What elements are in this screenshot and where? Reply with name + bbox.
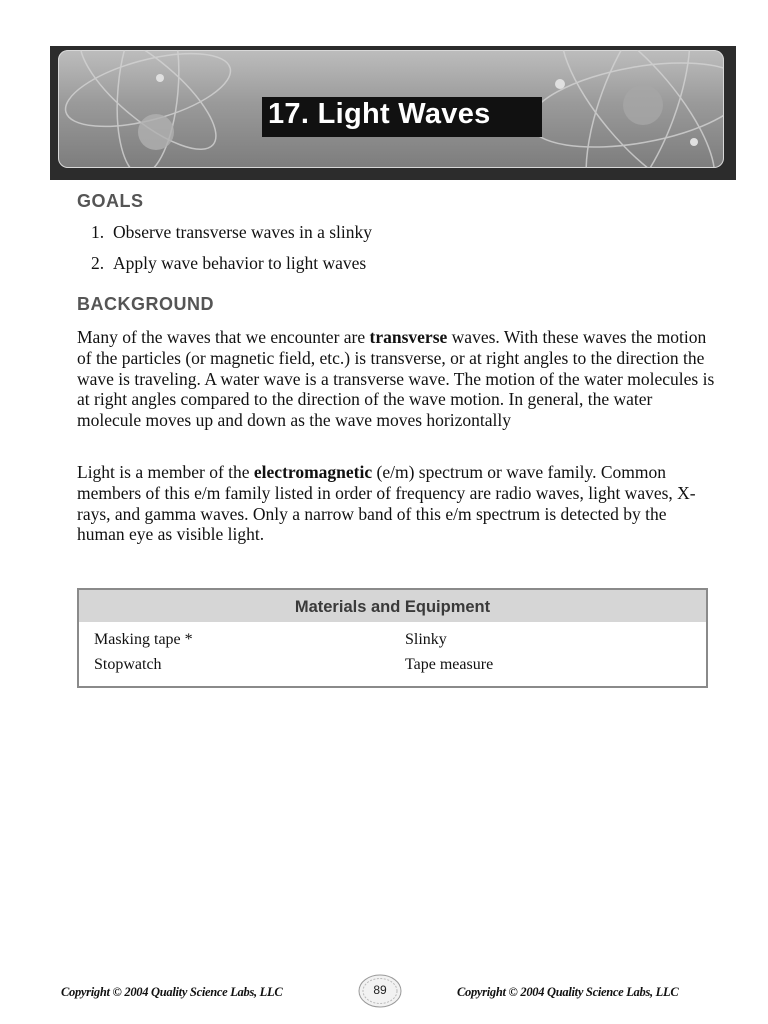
material-item: Slinky [405,631,447,648]
paragraph-text: Light is a member of the [77,462,254,482]
goal-number: 1. [91,222,105,242]
goal-item-1 [91,222,372,243]
material-item: Masking tape * [94,631,193,648]
header-banner [50,46,736,180]
page-title: 17. Light Waves [268,98,491,130]
term-transverse: transverse [369,327,448,347]
materials-table [77,588,708,688]
goal-text: Observe transverse waves in a slinky [113,222,373,242]
goal-item-2 [91,253,366,274]
paragraph-text: Many of the waves that we encounter are [77,327,370,347]
title-box [262,97,542,137]
footer-copyright-left: Copyright © 2004 Quality Science Labs, LLC [61,985,283,999]
paragraph-text: (e/m) spectrum or wave family. Common members of this e/m family listed in order of frequency are radio waves, light waves, X-rays, and gamma waves. Only a narrow band of this e/m spectrum is detected by the human eye as visible light. [77,462,696,545]
paragraph-text: waves. With these waves the motion of the particles (or magnetic field, etc.) is transverse, or at right angles to the direction the wave is traveling. A water wave is a transverse wave. The motion of the water molecules is at right angles compared to the direction of the wave motion. In general, the water molecule moves up and down as the wave moves horizontally [77,327,715,431]
goals-heading: GOALS [77,191,144,211]
banner-panel [58,50,724,168]
background-heading: BACKGROUND [77,294,214,314]
material-item: Tape measure [405,656,494,673]
footer-copyright-right: Copyright © 2004 Quality Science Labs, LLC [457,985,679,999]
materials-heading: Materials and Equipment [79,590,706,622]
goal-number: 2. [91,253,105,273]
goal-text: Apply wave behavior to light waves [113,253,367,273]
page-number-badge [357,974,403,1008]
background-paragraph-1 [77,327,717,431]
background-paragraph-2 [77,462,717,545]
material-item: Stopwatch [94,656,162,673]
page-number: 89 [373,983,387,997]
term-electromagnetic: electromagnetic [253,462,373,482]
